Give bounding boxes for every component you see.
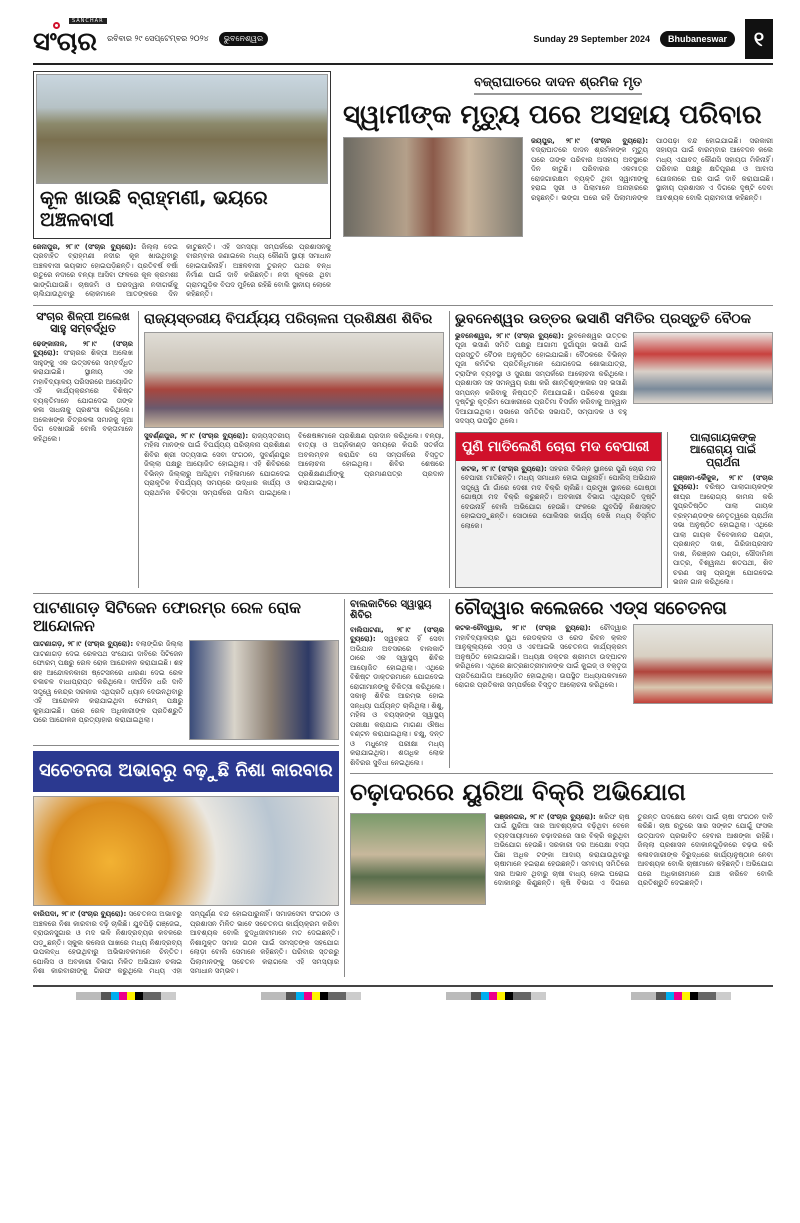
article-disaster [144,311,444,588]
article-patnagarh [33,599,339,741]
divider [33,745,339,746]
drugs-photo [33,796,339,906]
masthead [33,18,773,65]
color-bar [446,992,546,1000]
lightning-text: ବଜ୍ରାଘାତରେ ଦାଦନ ଶ୍ରମିକଙ୍କ ମୃତ୍ୟୁ ପରେ ତାଙ୍କ ପରିବାର ଅସହାୟ ଅବସ୍ଥାରେ ଦିନ କାଟୁଛି। ପରିବାରର ଏକମାତ୍ର ରୋଜଗାରକ୍ଷମ ବ୍ୟକ୍ତି ଥିବା ସ୍ୱାମୀଙ୍କୁ ହରାଇ ସ୍ତ୍ରୀ ଓ ପିଲାମାନେ ଅନାହାରରେ ରହୁଛନ୍ତି। ଭଙ୍ଗା ଘରେ ରହି ପିଲାମାନଙ୍କ ପାଠପଢ଼ା ବନ୍ଦ ହୋଇଯାଇଛି। ସରକାରୀ ସହାୟତା ପାଇଁ ବାରମ୍ବାର ଆବେଦନ କଲେ ମଧ୍ୟ ଏଯାବତ୍ କୌଣସି ସହାୟତା ମିଳିନାହିଁ। ପରିବାର ପକ୍ଷରୁ କ୍ଷତିପୂରଣ ଓ ଆବାସ ଯୋଜନାରେ ଘର ପାଇଁ ଦାବି କରାଯାଇଛି। ସ୍ଥାନୀୟ ପ୍ରଶାସନ ଏ ଦିଗରେ ଦୃଷ୍ଟି ଦେବା ଆବଶ୍ୟକ ବୋଲି ଗ୍ରାମବାସୀ କହିଛନ୍ତି। [531,136,773,202]
page-number: ୧ [745,19,773,59]
brahmani-text: ଜିଲ୍ଲା ଦେଇ ପ୍ରବାହିତ ବ୍ରାହ୍ମଣୀ ନଦୀର କୂଳ ଖାଉଥିବାରୁ ଅଞ୍ଚଳବାସୀ ଭୟଭୀତ ହୋଇପଡ଼ିଛନ୍ତି। ପ୍ରତିବର୍ଷ ବର୍ଷା ଋତୁରେ ନଦୀରେ ବନ୍ୟା ଆସିବା ଫଳରେ କୂଳ କ୍ରମଶଃ ଭାଙ୍ଗିଯାଉଛି। ଚାଷଜମି ଓ ଘରଦ୍ୱାର ନଦୀଗର୍ଭକୁ ଚାଲିଯାଉଥିବାରୁ ଲୋକମାନେ ଆତଙ୍କରେ ଦିନ କାଟୁଛନ୍ତି। ଏହି ସମସ୍ୟା ସମ୍ପର୍କରେ ପ୍ରଶାସନକୁ ବାରମ୍ବାର ଜଣାଇଲେ ମଧ୍ୟ କୌଣସି ସ୍ଥାୟୀ ସମାଧାନ ହୋଇପାରିନାହିଁ। ଅଞ୍ଚଳବାସୀ ତୁରନ୍ତ ପଥର ବନ୍ଧ ନିର୍ମାଣ ପାଇଁ ଦାବି କରିଛନ୍ତି। ନଦୀ କୂଳରେ ଥିବା ଗ୍ରାମଗୁଡ଼ିକ ବିପଦ ମୁହଁରେ ରହିଛି ବୋଲି ସ୍ଥାନୀୟ ଲୋକେ କହିଛନ୍ତି। [33,242,331,299]
urea-headline: ଚଢ଼ାଦରରେ ୟୁରିଆ ବିକ୍ରି ଅଭିଯୋଗ [350,778,686,807]
disaster-headline: ରାଜ୍ୟସ୍ତରୀୟ ବିପର୍ଯ୍ୟୟ ପରିଚାଳନା ପ୍ରଶିକ୍ଷଣ ଶିବିର [144,310,433,327]
alekh-byline: ଢେଙ୍କାନାଳ, ୨୮।୯ (ସଂଚାର ବ୍ୟୁରୋ): [33,339,133,358]
bhasani-byline: ଭୁବନେଶ୍ୱର, ୨୮।୯ (ସଂଚାର ବ୍ୟୁରୋ): [455,331,564,340]
liquor-body [456,461,661,536]
row-top [33,71,773,300]
lightning-kicker: ବଜ୍ରାଘାତରେ ଦାଦନ ଶ୍ରମିକ ମୃତ [474,75,642,95]
lightning-body [531,137,773,237]
palagayak-body [673,474,773,588]
logo-text: ସଂଚାର [33,27,98,57]
drugs-byline: ବାରିପଦା, ୨୮।୯ (ସଂଚାର ବ୍ୟୁରୋ): [33,910,127,919]
logo-small-text: SANCHAR [69,18,107,24]
palagayak-headline: ପାଲାଗାୟକଙ୍କ ଆରୋଗ୍ୟ ପାଇଁ ପ୍ରାର୍ଥନା [689,430,757,470]
divider [667,432,668,588]
patnagarh-byline: ପାଟଣାଗଡ଼, ୨୮।୯ (ସଂଚାର ବ୍ୟୁରୋ): [33,640,134,649]
divider [33,305,773,306]
patnagarh-headline: ପାଟଣାଗଡ଼ ସିଟିଜେନ ଫୋରମ୍‌ର ରେଳ ରୋକ ଆନ୍ଦୋଳନ [33,597,301,636]
aids-text: ଚୌଦ୍ୱାର ମହାବିଦ୍ୟାଳୟର ୟୁଥ ରେଡକ୍ରସ ଓ ରେଡ ରିବନ କ୍ଲବ ଆନୁକୂଲ୍ୟରେ ଏଡ୍ସ ଓ ଏଚଆଇଭି ସଚେତନତା କାର୍ଯ୍ୟକ୍ରମ ଅନୁଷ୍ଠିତ ହୋଇଯାଇଛି। ଅଧ୍ୟକ୍ଷ ଡକ୍ଟର ଶ୍ରୀମତୀ ଉଦ୍‌ଘାଟନ କରିଥିଲେ। ଏଥିରେ ଛାତ୍ରଛାତ୍ରୀମାନଙ୍କ ପାଇଁ କୁଇଜ୍ ଓ ବକ୍ତୃତା ପ୍ରତିଯୋଗିତା ଆୟୋଜିତ ହୋଇଥିଲା। ଉପସ୍ଥିତ ଅଧ୍ୟାପକମାନେ ରୋଗର ପ୍ରତିକାର ସମ୍ପର୍କରେ ବିସ୍ତୃତ ଆଲୋଚନା କରିଥିଲେ। [455,624,627,690]
urea-byline: ଭଞ୍ଜନଗର, ୨୮।୯ (ସଂଚାର ବ୍ୟୁରୋ): [494,812,596,821]
training-camp-photo [144,332,444,428]
divider [350,773,773,774]
logo [33,18,104,59]
family-photo [343,137,523,237]
row-bottom [33,599,773,977]
logo-red-dot-icon [53,22,60,29]
urea-body [494,813,773,905]
brahmani-box [33,71,331,239]
english-edition-badge: Bhubaneswar [660,31,735,47]
article-drugs [33,751,339,976]
balakati-byline: ବାଲିପାଟଣା, ୨୮।୯ (ସଂଚାର ବ୍ୟୁରୋ): [350,625,444,644]
article-urea [350,779,773,905]
alekh-body [33,340,133,445]
divider [138,311,139,588]
alekh-headline: ସଂଚାର ଶିଳ୍ପୀ ଅଲେଖ ସାହୁ ସମ୍ବର୍ଦ୍ଧିତ [36,309,130,336]
palagayak-byline: ଗଞ୍ଜାମ-କୈଁକୁଳ, ୨୮।୯ (ସଂଚାର ବ୍ୟୁରୋ): [673,473,773,492]
divider [449,599,450,769]
aids-byline: କଟକ-ଚୌଦ୍ୱାର, ୨୮।୯ (ସଂଚାର ବ୍ୟୁରୋ): [455,624,591,633]
lightning-headline: ସ୍ୱାମୀଙ୍କ ମୃତ୍ୟୁ ପରେ ଅସହାୟ ପରିବାର [343,100,762,130]
farmers-photo [350,813,486,905]
aids-body [455,624,627,704]
odia-date: ରବିବାର ୨୯ ସେପ୍ଟେମ୍ବର ୨୦୨୪ [107,33,209,43]
color-registration-strip [33,992,773,1002]
river-erosion-photo [36,74,328,184]
liquor-text: ସହରର ବିଭିନ୍ନ ସ୍ଥାନରେ ପୁଣି ଚୋରା ମଦ ବେପାରୀ ମାତିଛନ୍ତି। ମଧ୍ୟ ସମାଧାନ ହୋଇ ପାରୁନାହିଁ। ପୋଲିସ୍ ଅଭିଯାନ ସତ୍ତ୍ୱେ ଗାଁ ଗାଁରେ ଦେଶୀ ମଦ ବିକ୍ରି ଚାଲିଛି। ପ୍ରମୁଖ ସ୍ଥାନରେ ଗୋଷ୍ଠୀ ଗୋଷ୍ଠୀ ମଦ ବିକ୍ରି କରୁଛନ୍ତି। ଅବକାରୀ ବିଭାଗ ଏଥିପ୍ରତି ଦୃଷ୍ଟି ଦେଉନାହିଁ ବୋଲି ଅଭିଯୋଗ ହେଉଛି। ଫଳରେ ଯୁବପିଢ଼ି ନିଶାସକ୍ତ ହୋଇପଡ଼ୁଛନ୍ତି। ସୋଠାରେ ପୋଲିସର କାର୍ଯ୍ୟ ଦେଖି ମଧ୍ୟ ବିସ୍ମିତ ଲୋକେ। [461,464,656,530]
article-bhasani [455,311,773,427]
article-brahmani [33,71,331,300]
lightning-byline: ଜୟପୁର, ୨୮।୯ (ସଂଚାର ବ୍ୟୁରୋ): [531,136,648,145]
english-date: Sunday 29 September 2024 [533,33,650,44]
balakati-headline: ବାଲକାଟିରେ ସ୍ୱାସ୍ଥ୍ୟ ଶିବିର [350,598,432,622]
footer-rule [33,985,773,987]
brahmani-body [33,243,331,300]
liquor-headline: ପୁଣି ମାତିଲେଣି ଚୋରା ମଦ ବେପାରୀ [456,433,661,461]
aids-headline: ଚୌଦ୍ୱାର କଲେଜରେ ଏଡ୍ସ ସଚେତନତା [455,597,727,619]
divider [33,593,773,594]
color-bar [76,992,176,1000]
color-bar [631,992,731,1000]
row-middle [33,311,773,588]
article-lightning [343,71,773,300]
drugs-text: ସଚେତନତା ଅଭାବରୁ ଅଞ୍ଚଳରେ ନିଶା କାରବାର ବଢ଼ି ଚାଲିଛି। ଯୁବପିଢ଼ି ଗଞ୍ଜେଇ, ବ୍ରାଉନସୁଗାର ଓ ମଦ ଭଳି ନିଶାଦ୍ରବ୍ୟର କବଳରେ ପଡ଼ୁଛନ୍ତି। ସ୍କୁଲ କଲେଜ ପାଖରେ ମଧ୍ୟ ନିଶାଦ୍ରବ୍ୟ ଉପଲବ୍ଧ ହେଉଥିବାରୁ ଅଭିଭାବକମାନେ ଚିନ୍ତିତ। ପୋଲିସ ଓ ଅବକାରୀ ବିଭାଗ ମିଳିତ ଅଭିଯାନ ଚଳାଇ ନିଶା କାରବାରୀଙ୍କୁ ଗିରଫ କରୁଥିଲେ ମଧ୍ୟ ଏହା ସମ୍ପୂର୍ଣ୍ଣ ବନ୍ଦ ହୋଇପାରୁନାହିଁ। ସମାଜସେବୀ ସଂଗଠନ ଓ ପ୍ରଶାସନ ମିଳିତ ଭାବେ ସଚେତନତା କାର୍ଯ୍ୟକ୍ରମ କରିବା ଆବଶ୍ୟକ ବୋଲି ବୁଦ୍ଧିଜୀବୀମାନେ ମତ ଦେଇଛନ୍ତି। ନିଶାମୁକ୍ତ ସମାଜ ଗଠନ ପାଇଁ ସମସ୍ତଙ୍କ ସହଯୋଗ ଲୋଡ଼ା ବୋଲି ସେମାନେ କହିଛନ୍ତି। ପରିବାର ସ୍ତରରୁ ପିଲାମାନଙ୍କୁ ସଚେତନ କରାଗଲେ ଏହି ସମସ୍ୟାର ସମାଧାନ ସମ୍ଭବ। [33,910,339,976]
article-liquor [455,432,662,588]
patnagarh-text: ବଲାଙ୍ଗିର ଜିଲ୍ଲା ପାଟଣାଗଡ଼ ଦେଇ ରେଳପଥ ସଂଯୋଗ ଦାବିରେ ସିଟିଜେନ ଫୋରମ୍ ପକ୍ଷରୁ ରେଳ ରୋକ ଆନ୍ଦୋଳନ କରାଯାଇଛି। ଶହ ଶହ ଆନ୍ଦୋଳନକାରୀ ଷ୍ଟେସନରେ ଧାରଣା ଦେଇ ରେଳ ଚଳାଚଳ ବାଧାପ୍ରାପ୍ତ କରିଥିଲେ। ଦୀର୍ଘଦିନ ଧରି ଦାବି ସତ୍ତ୍ୱେ କେନ୍ଦ୍ର ସରକାର ଏଥିପ୍ରତି ଧ୍ୟାନ ଦେଉନଥିବାରୁ ଏହି ଆନ୍ଦୋଳନ କରାଯାଇଥିବା ଫୋରମ୍ ପକ୍ଷରୁ କୁହାଯାଇଛି। ପରେ ରେଳ ଅଧିକାରୀଙ୍କ ପ୍ରତିଶ୍ରୁତି ପରେ ଆନ୍ଦୋଳନ ପ୍ରତ୍ୟାହାର କରାଯାଇଥିଲା। [33,640,183,725]
brahmani-byline: ଜେନାପୁର, ୨୮।୯ (ସଂଚାର ବ୍ୟୁରୋ): [33,242,137,251]
odia-edition-badge: ଭୁବନେଶ୍ୱର [219,32,268,46]
balakati-body [350,626,444,769]
meeting-photo [633,332,773,404]
protest-photo [189,640,339,740]
bhasani-body [455,332,627,427]
palagayak-text: ବରିଷ୍ଠ ପାଲାଗାୟକଙ୍କ ଶୀଘ୍ର ଆରୋଗ୍ୟ କାମନା କରି ସୁପ୍ରତିଷ୍ଠିତ ପାଲା ଗାୟକ ବ୍ରହ୍ମଣ୍ଡଙ୍କ ନେତୃତ୍ୱରେ ପ୍ରାର୍ଥନା ସଭା ଅନୁଷ୍ଠିତ ହୋଇଥିଲା। ଏଥିରେ ପାଲା ଗାୟକ ବିବେକାନନ୍ଦ ପଣ୍ଡା, ପ୍ରଶାନ୍ତ ଦାଶ, ଗିରିଜାପ୍ରସାଦ ଦାଶ, ନିରଞ୍ଜନ ପଣ୍ଡା, ସୌଦାମିନୀ ପାତ୍ର, ବିଶ୍ୱନାଥ ଶତପଥୀ, ଶିବ ଚରଣ ସାହୁ ପ୍ରମୁଖ ଯୋଗଦେଇ ଭଜନ ଗାନ କରିଥିଲେ। [673,483,773,587]
bhasani-text: ଭୁବନେଶ୍ୱର ଉତ୍ତର ପୂଜା ଭସାଣି ସମିତି ପକ୍ଷରୁ ଆଗାମୀ ଦୁର୍ଗାପୂଜା ଭସାଣି ପାଇଁ ପ୍ରସ୍ତୁତି ବୈଠକ ଅନୁଷ୍ଠିତ ହୋଇଯାଇଛି। ବୈଠକରେ ବିଭିନ୍ନ ପୂଜା କମିଟିର ପ୍ରତିନିଧିମାନେ ଯୋଗଦେଇ ଶୋଭାଯାତ୍ରା, ଟ୍ରାଫିକ ବ୍ୟବସ୍ଥା ଓ ସୁରକ୍ଷା ସମ୍ପର୍କରେ ଆଲୋଚନା କରିଥିଲେ। ପ୍ରଶାସନ ସହ ସମନ୍ୱୟ ରକ୍ଷା କରି ଶାନ୍ତିଶୃଙ୍ଖଳାର ସହ ଭସାଣି ସମ୍ପନ୍ନ କରିବାକୁ ନିଷ୍ପତ୍ତି ନିଆଯାଇଛି। ପରିବେଶ ସୁରକ୍ଷା ଦୃଷ୍ଟିରୁ କୃତ୍ରିମ ପୋଖରୀରେ ପ୍ରତିମା ବିସର୍ଜନ କରିବାକୁ ଆହ୍ୱାନ ଦିଆଯାଇଥିଲା। ସଭାରେ ସମିତିର ସଭାପତି, ସମ୍ପାଦକ ଓ ବହୁ ସଦସ୍ୟ ଉପସ୍ଥିତ ଥିଲେ। [455,331,627,426]
disaster-text: ରାଜ୍ୟସ୍ତରୀୟ ମହିଳା ମାନଙ୍କ ପାଇଁ ବିପର୍ଯ୍ୟୟ ପରିଚାଳନା ପ୍ରଶିକ୍ଷଣ ଶିବିର ଶ୍ରୀ ସତ୍ୟସାଇ ସେବା ସଂଗଠନ, ସୁବର୍ଣ୍ଣପୁର ଜିଲ୍ଲା ପକ୍ଷରୁ ଆୟୋଜିତ ହୋଇଥିଲା। ଏହି ଶିବିରରେ ବିଭିନ୍ନ ଜିଲ୍ଲାରୁ ଆସିଥିବା ମହିଳାମାନେ ଯୋଗଦେଇ ପ୍ରାକୃତିକ ବିପର୍ଯ୍ୟୟ ସମୟରେ ଉଦ୍ଧାର କାର୍ଯ୍ୟ ଓ ପ୍ରାଥମିକ ଚିକିତ୍ସା ସମ୍ପର୍କରେ ତାଲିମ ପାଇଥିଲେ। ବିଶେଷଜ୍ଞମାନେ ପ୍ରଶିକ୍ଷଣ ପ୍ରଦାନ କରିଥିଲେ। ବନ୍ୟା, ବାତ୍ୟା ଓ ଅଗ୍ନିକାଣ୍ଡ ସମୟରେ କିପରି ସତର୍କତା ଅବଲମ୍ବନ କରାଯିବ ସେ ସମ୍ପର୍କରେ ବିସ୍ତୃତ ଆଲୋଚନା ହୋଇଥିଲା। ଶିବିର ଶେଷରେ ପ୍ରଶିକ୍ଷଣାର୍ଥୀଙ୍କୁ ପ୍ରମାଣପତ୍ର ପ୍ରଦାନ କରାଯାଇଥିଲା। [144,431,444,497]
liquor-byline: କଟକ, ୨୮।୯ (ସଂଚାର ବ୍ୟୁରୋ): [461,464,547,473]
article-balakati [350,599,444,769]
article-alekh [33,311,133,588]
disaster-byline: ସୁବର୍ଣ୍ଣପୁର, ୨୮।୯ (ସଂଚାର ବ୍ୟୁରୋ): [144,431,249,440]
balakati-text: ସ୍ୱଚ୍ଛତା ହିଁ ସେବା ଅଭିଯାନ ଅବସରରେ ବାଲକାଟି ଠାରେ ଏକ ସ୍ୱାସ୍ଥ୍ୟ ଶିବିର ଆୟୋଜିତ ହୋଇଥିଲା। ଏଥିରେ ବିଶିଷ୍ଟ ଡାକ୍ତରମାନେ ଯୋଗଦେଇ ରୋଗୀମାନଙ୍କୁ ଚିକିତ୍ସା କରିଥିଲେ। ସକାଳୁ ଶିବିର ଆରମ୍ଭ ହୋଇ ସନ୍ଧ୍ୟା ପର୍ଯ୍ୟନ୍ତ ଚାଲିଥିଲା। ଶିଶୁ, ମହିଳା ଓ ବୟସ୍କଙ୍କ ସ୍ୱାସ୍ଥ୍ୟ ପରୀକ୍ଷା କରାଯାଇ ମାଗଣା ଔଷଧ ବଣ୍ଟନ କରାଯାଇଥିଲା। ଚକ୍ଷୁ, ଦନ୍ତ ଓ ମଧୁମେହ ପରୀକ୍ଷା ମଧ୍ୟ କରାଯାଇଥିଲା। ଶତାଧିକ ଲୋକ ଶିବିରର ସୁବିଧା ନେଇଥିଲେ। [350,635,444,767]
drugs-body [33,910,339,977]
article-palagayak [673,432,773,588]
disaster-body [144,432,444,499]
drugs-headline: ସଚେତନତା ଅଭାବରୁ ବଢ଼ୁଛି ନିଶା କାରବାର [33,751,339,792]
aids-awareness-photo [633,624,773,704]
alekh-text: ସଂଚାରର ଶିଳ୍ପୀ ଅଲେଖ ସାହୁଙ୍କୁ ଏକ ଉତ୍ସବରେ ସମ୍ବର୍ଦ୍ଧିତ କରାଯାଇଛି। ସ୍ଥାନୀୟ ଏକ ମହାବିଦ୍ୟାଳୟ ପରିସରରେ ଆୟୋଜିତ ଏହି କାର୍ଯ୍ୟକ୍ରମରେ ବିଶିଷ୍ଟ ବ୍ୟକ୍ତିମାନେ ଯୋଗଦେଇ ତାଙ୍କ କଳା ସାଧନାକୁ ପ୍ରଶଂସା କରିଥିଲେ। ଅଲେଖଙ୍କ ଚିତ୍ରକଳା ସମାଜକୁ ନୂଆ ଦିଗ ଦେଖାଉଛି ବୋଲି ବକ୍ତାମାନେ କହିଥିଲେ। [33,349,133,443]
urea-text: ଖରିଫ ଚାଷ ପାଇଁ ୟୁରିଆ ସାର ଆବଶ୍ୟକତା ବଢ଼ିଥିବା ବେଳେ ବ୍ୟବସାୟୀମାନେ ଚଢ଼ାଦରରେ ସାର ବିକ୍ରି କରୁଥିବା ଅଭିଯୋଗ ହେଉଛି। ସରକାରୀ ଦର ଅପେକ୍ଷା ବସ୍ତା ପିଛା ଅଧିକ ଟଙ୍କା ଆଦାୟ କରାଯାଉଥିବାରୁ ଚାଷୀମାନେ ହଇରାଣ ହେଉଛନ୍ତି। ସମବାୟ ସମିତିରେ ସାର ଅଭାବ ଥିବାରୁ ଚାଷୀ ବାଧ୍ୟ ହୋଇ ଘରୋଇ ଦୋକାନରୁ କିଣୁଛନ୍ତି। କୃଷି ବିଭାଗ ଏ ଦିଗରେ ତୁରନ୍ତ ପଦକ୍ଷେପ ନେବା ପାଇଁ ଚାଷୀ ସଂଗଠନ ଦାବି କରିଛି। ଚାଷ ଋତୁରେ ସାର ସଙ୍କଟ ଯୋଗୁଁ ଫସଲ ଉତ୍ପାଦନ ପ୍ରଭାବିତ ହେବାର ଆଶଙ୍କା ରହିଛି। ଜିଲ୍ଲା ପ୍ରଶାସନ ଦୋକାନଗୁଡ଼ିକରେ ଚଢ଼ଉ କରି କଳାବଜାରୀଙ୍କ ବିରୁଦ୍ଧରେ କାର୍ଯ୍ୟାନୁଷ୍ଠାନ ନେବା ଆବଶ୍ୟକ ବୋଲି ଚାଷୀମାନେ କହିଛନ୍ତି। ଅଭିଯୋଗ ପରେ ଅଧିକାରୀମାନେ ଯାଞ୍ଚ କରିବେ ବୋଲି ପ୍ରତିଶ୍ରୁତି ଦେଇଛନ୍ତି। [494,812,773,888]
brahmani-headline: କୂଳ ଖାଉଛି ବ୍ରାହ୍ମଣୀ, ଭୟରେ ଅଞ୍ଚଳବାସୀ [40,187,268,231]
bhasani-headline: ଭୁବନେଶ୍ୱର ଉତ୍ତର ଭସାଣି ସମିତିର ପ୍ରସ୍ତୁତି ବୈଠକ [455,310,751,327]
color-bar [261,992,361,1000]
divider [449,311,450,588]
article-aids [455,599,773,769]
patnagarh-body [33,640,183,740]
divider [344,599,345,977]
